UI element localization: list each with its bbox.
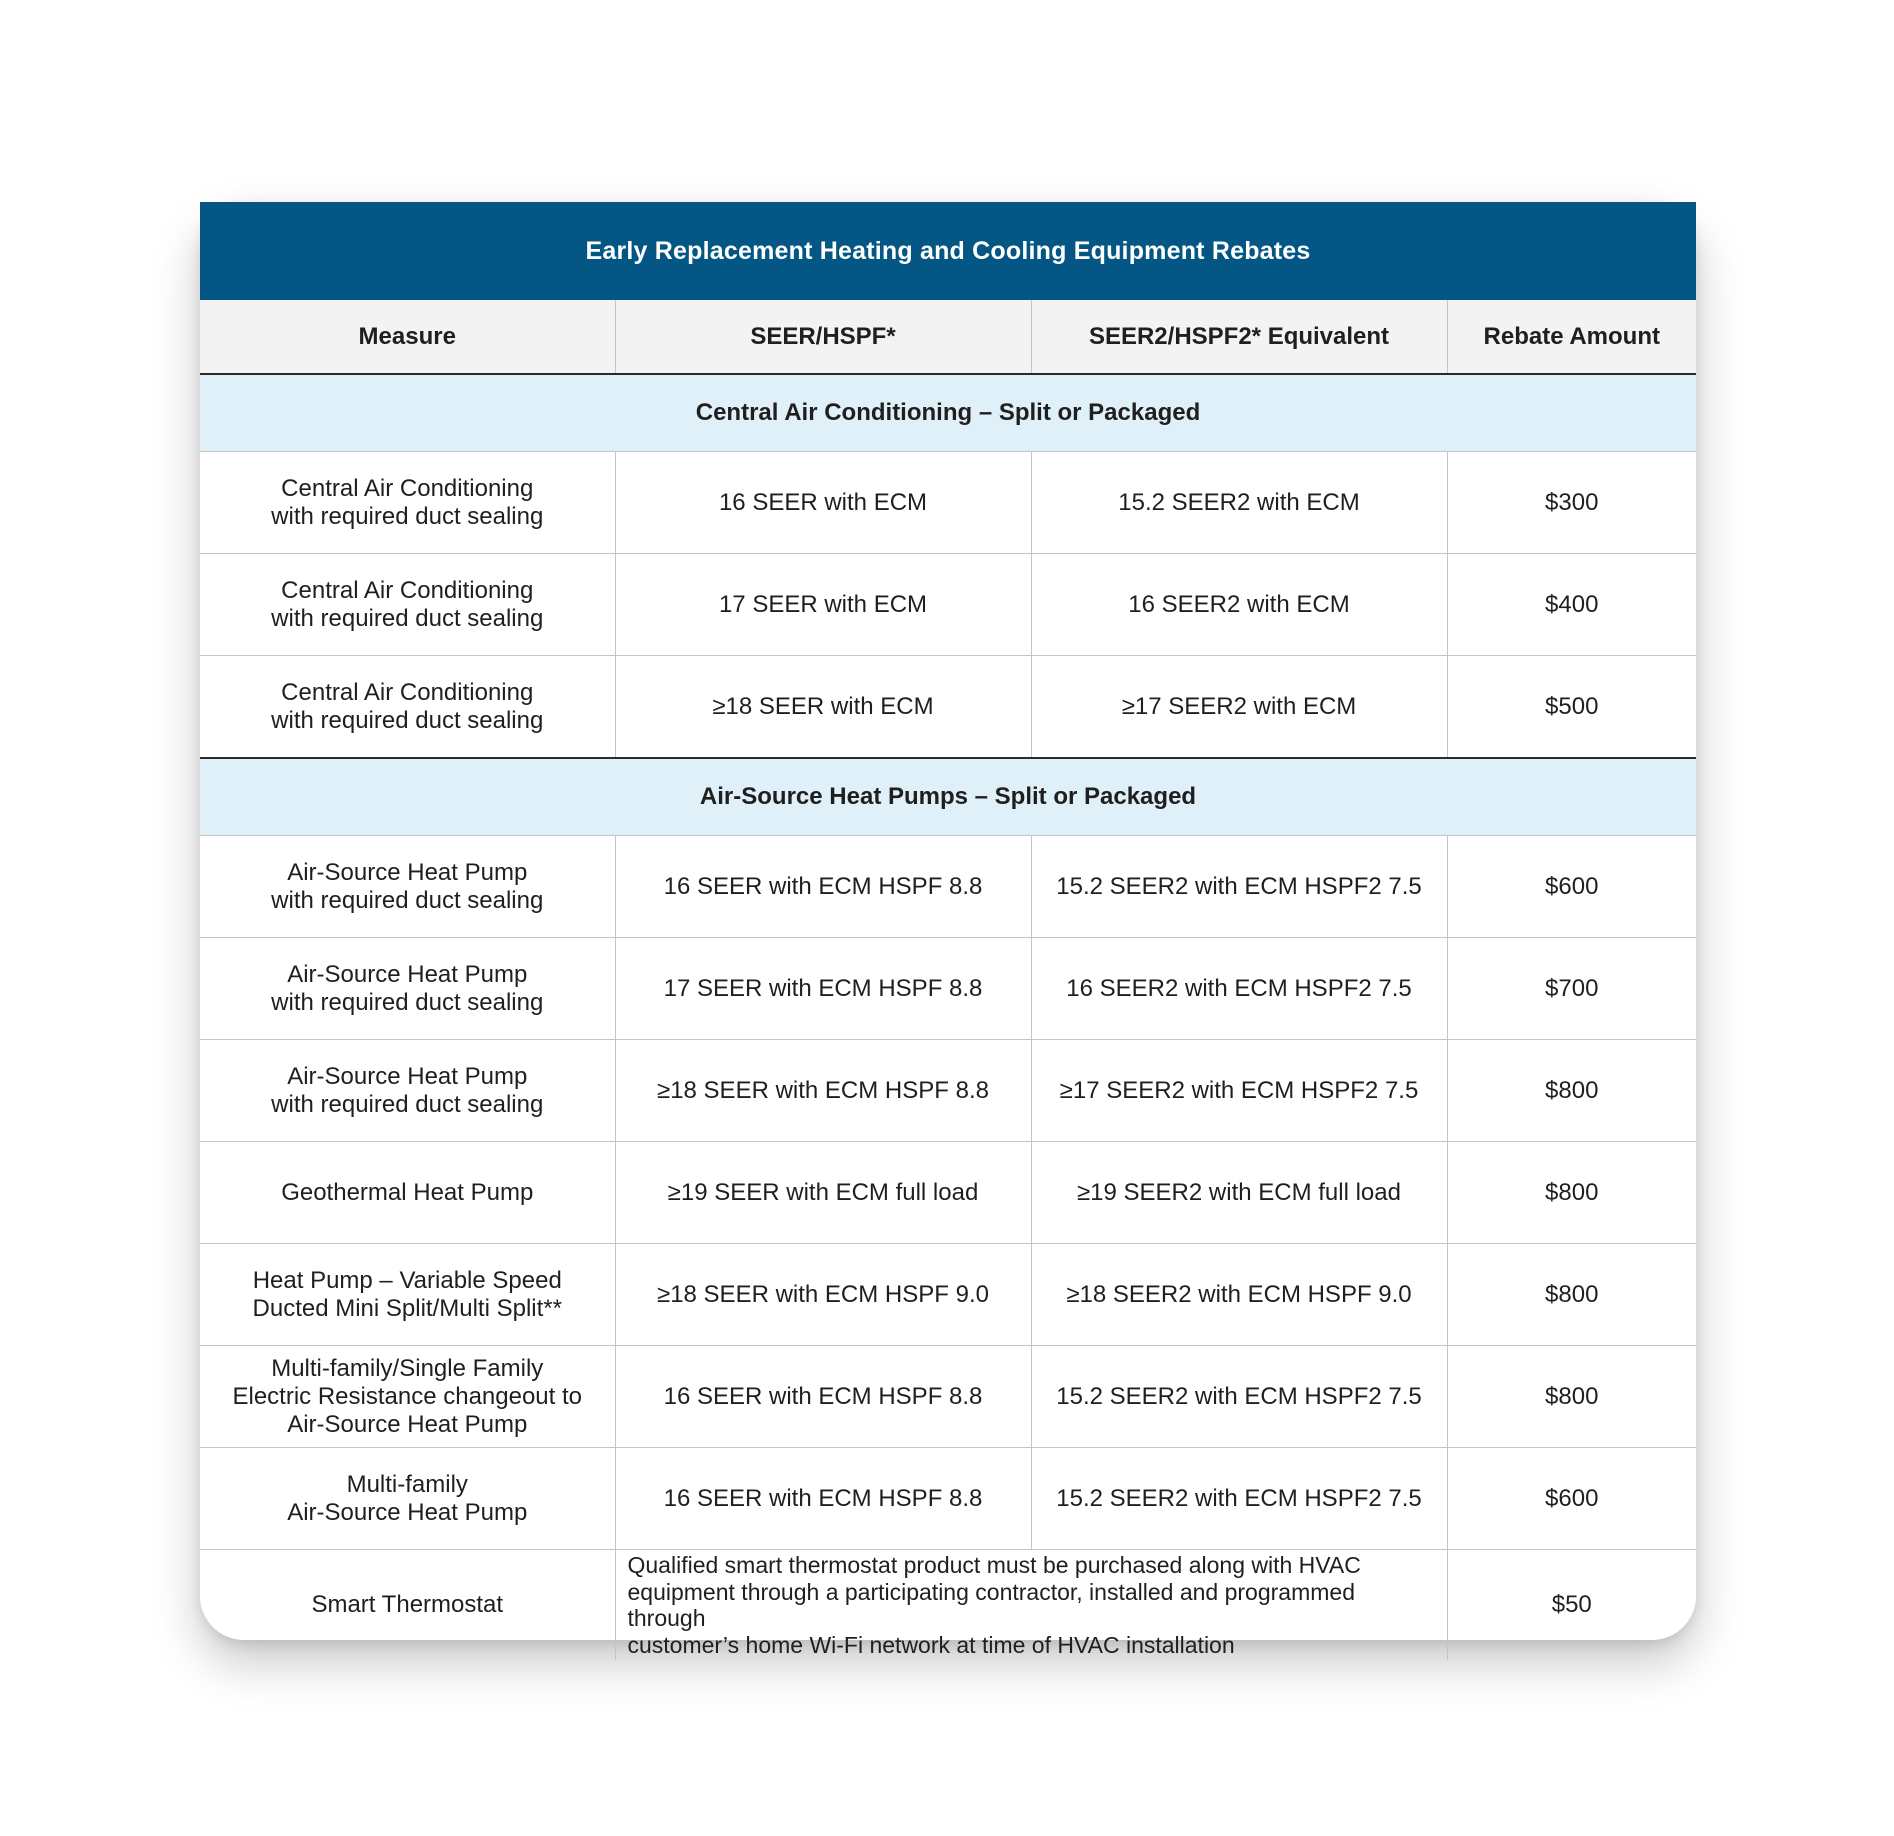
rebate-cell: $600 <box>1447 836 1696 938</box>
table-row <box>200 1448 1696 1550</box>
measure-line: with required duct sealing <box>271 604 544 632</box>
measure-line: with required duct sealing <box>271 886 544 914</box>
section-heading: Central Air Conditioning – Split or Packaged <box>200 374 1696 452</box>
seer-cell: ≥18 SEER with ECM HSPF 8.8 <box>615 1040 1031 1142</box>
seer2-cell: 15.2 SEER2 with ECM HSPF2 7.5 <box>1031 836 1447 938</box>
measure-cell <box>200 1040 615 1142</box>
table-row <box>200 1244 1696 1346</box>
measure-line: Electric Resistance changeout to <box>232 1382 583 1410</box>
seer-cell: 16 SEER with ECM HSPF 8.8 <box>615 1448 1031 1550</box>
measure-line: Central Air Conditioning <box>281 474 534 502</box>
seer2-cell: ≥17 SEER2 with ECM HSPF2 7.5 <box>1031 1040 1447 1142</box>
measure-line: Air-Source Heat Pump <box>287 858 528 886</box>
table-title: Early Replacement Heating and Cooling Equipment Rebates <box>200 202 1696 300</box>
header-row <box>200 300 1696 374</box>
seer2-cell: 15.2 SEER2 with ECM HSPF2 7.5 <box>1031 1346 1447 1448</box>
seer2-cell: 16 SEER2 with ECM HSPF2 7.5 <box>1031 938 1447 1040</box>
seer-cell: 16 SEER with ECM <box>615 452 1031 554</box>
rebate-cell: $600 <box>1447 1448 1696 1550</box>
measure-line: Central Air Conditioning <box>281 678 534 706</box>
thermostat-note <box>615 1550 1447 1661</box>
seer2-cell: 15.2 SEER2 with ECM HSPF2 7.5 <box>1031 1448 1447 1550</box>
measure-line: Air-Source Heat Pump <box>287 960 528 988</box>
column-header-measure: Measure <box>200 300 615 374</box>
note-line: customer’s home Wi-Fi network at time of HVAC installation <box>627 1631 1235 1658</box>
measure-cell <box>200 836 615 938</box>
table-row-smart-thermostat <box>200 1550 1696 1661</box>
rebate-cell: $800 <box>1447 1244 1696 1346</box>
seer2-cell: ≥18 SEER2 with ECM HSPF 9.0 <box>1031 1244 1447 1346</box>
measure-line: Air-Source Heat Pump <box>287 1410 528 1438</box>
table-row <box>200 656 1696 759</box>
measure-cell <box>200 1346 615 1448</box>
rebate-cell: $400 <box>1447 554 1696 656</box>
measure-line: with required duct sealing <box>271 1090 544 1118</box>
measure-cell <box>200 452 615 554</box>
measure-cell <box>200 554 615 656</box>
measure-line: with required duct sealing <box>271 706 544 734</box>
measure-cell <box>200 1448 615 1550</box>
seer-cell: 17 SEER with ECM HSPF 8.8 <box>615 938 1031 1040</box>
seer-cell: ≥18 SEER with ECM HSPF 9.0 <box>615 1244 1031 1346</box>
seer2-cell: 15.2 SEER2 with ECM <box>1031 452 1447 554</box>
seer2-cell: ≥17 SEER2 with ECM <box>1031 656 1447 759</box>
column-header-seer-hspf: SEER/HSPF* <box>615 300 1031 374</box>
measure-line: Multi-family <box>346 1470 468 1498</box>
measure-line: Central Air Conditioning <box>281 576 534 604</box>
rebate-cell: $500 <box>1447 656 1696 759</box>
table-row <box>200 836 1696 938</box>
section-row-heat-pumps <box>200 758 1696 836</box>
table-row <box>200 1346 1696 1448</box>
rebate-cell: $800 <box>1447 1142 1696 1244</box>
rebate-cell: $800 <box>1447 1040 1696 1142</box>
column-header-rebate-amount: Rebate Amount <box>1447 300 1696 374</box>
measure-line: Heat Pump – Variable Speed <box>252 1266 562 1294</box>
note-line: Qualified smart thermostat product must be purchased along with HVAC <box>627 1552 1361 1578</box>
seer-cell: 16 SEER with ECM HSPF 8.8 <box>615 836 1031 938</box>
seer2-cell: 16 SEER2 with ECM <box>1031 554 1447 656</box>
table-row <box>200 938 1696 1040</box>
rebate-cell: $800 <box>1447 1346 1696 1448</box>
section-heading: Air-Source Heat Pumps – Split or Packaged <box>200 758 1696 836</box>
rebate-cell: $300 <box>1447 452 1696 554</box>
rebate-cell: $700 <box>1447 938 1696 1040</box>
measure-cell <box>200 1244 615 1346</box>
measure-line: Multi-family/Single Family <box>271 1354 544 1382</box>
measure-line: with required duct sealing <box>271 502 544 530</box>
rebate-table <box>200 300 1696 1660</box>
seer-cell: 17 SEER with ECM <box>615 554 1031 656</box>
seer-cell: ≥19 SEER with ECM full load <box>615 1142 1031 1244</box>
measure-line: Geothermal Heat Pump <box>281 1178 534 1206</box>
rebate-cell: $50 <box>1447 1550 1696 1661</box>
table-row <box>200 1040 1696 1142</box>
measure-cell <box>200 1142 615 1244</box>
note-line: equipment through a participating contractor, installed and programmed through <box>627 1578 1355 1631</box>
measure-line: Ducted Mini Split/Multi Split** <box>252 1294 562 1322</box>
section-row-central-ac <box>200 374 1696 452</box>
measure-cell: Smart Thermostat <box>200 1550 615 1661</box>
seer2-cell: ≥19 SEER2 with ECM full load <box>1031 1142 1447 1244</box>
seer-cell: ≥18 SEER with ECM <box>615 656 1031 759</box>
measure-line: with required duct sealing <box>271 988 544 1016</box>
table-row <box>200 452 1696 554</box>
rebate-table-card <box>200 202 1696 1658</box>
measure-line: Air-Source Heat Pump <box>287 1498 528 1526</box>
measure-cell <box>200 938 615 1040</box>
measure-cell <box>200 656 615 759</box>
column-header-seer2-hspf2: SEER2/HSPF2* Equivalent <box>1031 300 1447 374</box>
seer-cell: 16 SEER with ECM HSPF 8.8 <box>615 1346 1031 1448</box>
table-row <box>200 554 1696 656</box>
table-row <box>200 1142 1696 1244</box>
measure-line: Air-Source Heat Pump <box>287 1062 528 1090</box>
